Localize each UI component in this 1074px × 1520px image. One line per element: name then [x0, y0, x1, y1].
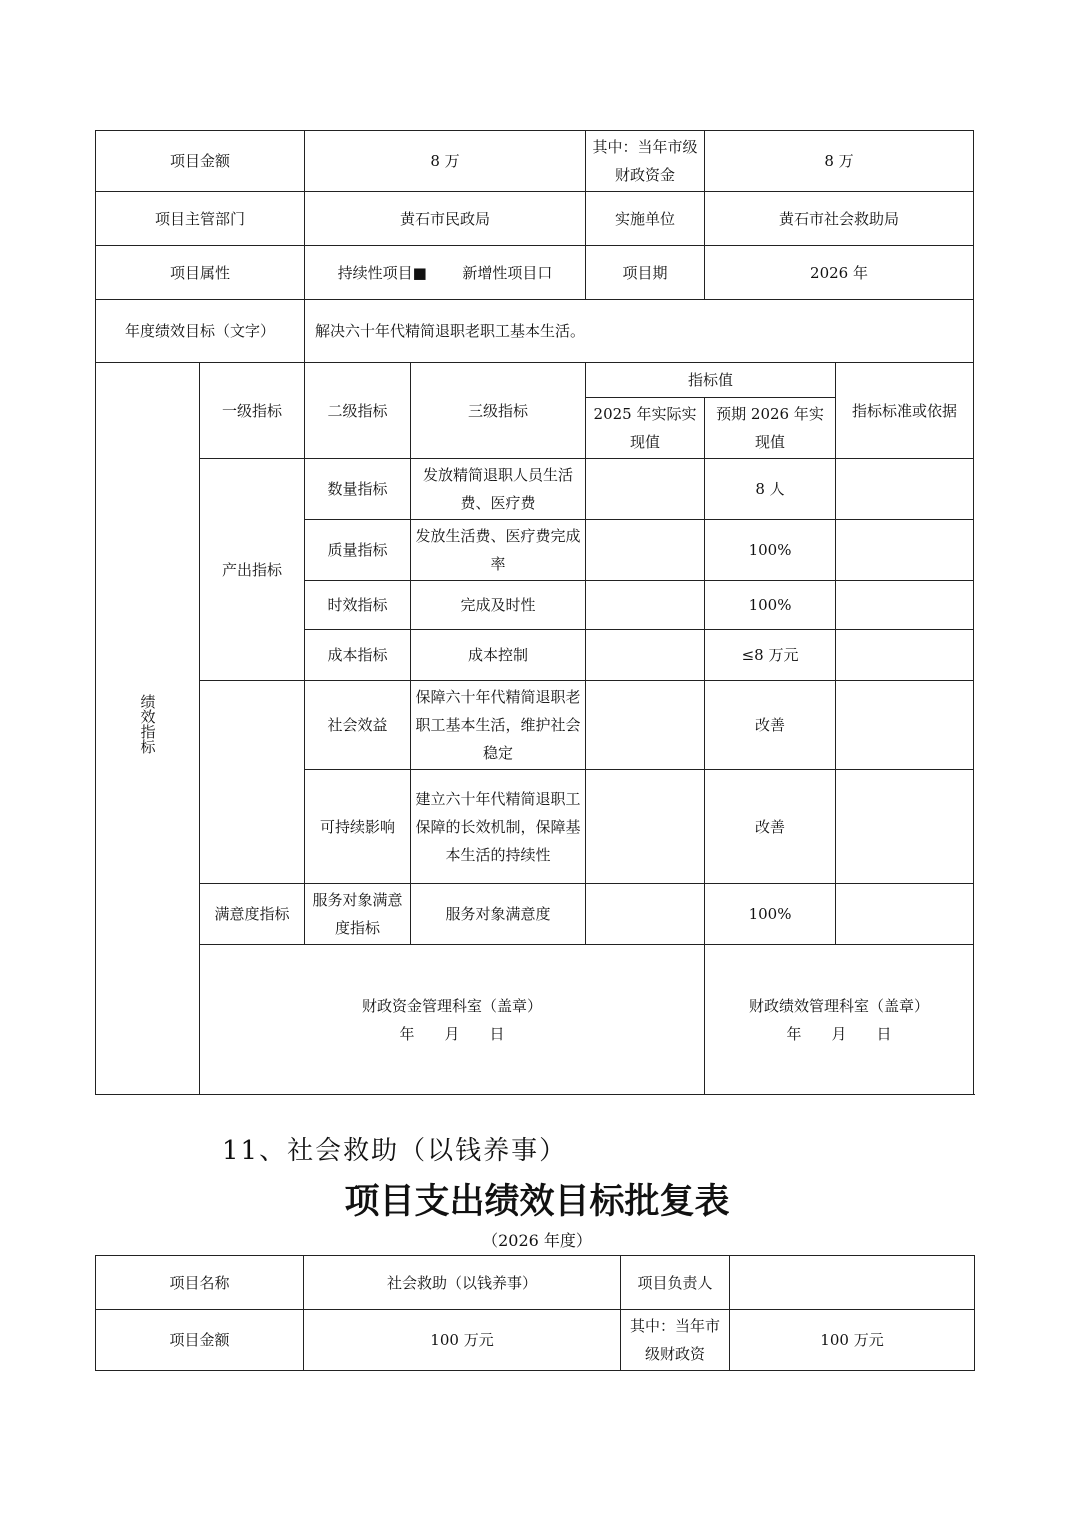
level3-cell: 保障六十年代精简退职老职工基本生活，维护社会稳定: [411, 681, 586, 770]
expected-cell: 100%: [705, 520, 836, 581]
level3-header: 三级指标: [411, 363, 586, 459]
basis-cell: [836, 681, 974, 770]
section-heading: 11、社会救助（以钱养事）: [222, 1136, 568, 1166]
expected-cell: 100%: [705, 884, 836, 945]
new-project-option: 新增性项目口: [462, 263, 553, 282]
actual-cell: [586, 681, 705, 770]
annual-goal-label: 年度绩效目标（文字）: [96, 300, 305, 363]
sub-funding-label: 其中：当年市级财政资: [621, 1310, 730, 1371]
performance-office-title: 财政绩效管理科室（盖章）: [749, 996, 930, 1015]
sub-funding-label: 其中：当年市级财政资金: [586, 131, 705, 192]
level2-cell: 时效指标: [305, 581, 411, 630]
basis-cell: [836, 520, 974, 581]
level2-cell: 社会效益: [305, 681, 411, 770]
table-row: [96, 884, 974, 945]
actual-cell: [586, 459, 705, 520]
period-label: 项目期: [586, 246, 705, 300]
level2-header: 二级指标: [305, 363, 411, 459]
impl-unit-value: 黄石市社会救助局: [705, 192, 974, 246]
basis-cell: [836, 459, 974, 520]
basis-cell: [836, 630, 974, 681]
output-indicator-label: 产出指标: [200, 459, 305, 681]
basis-cell: [836, 581, 974, 630]
project-name-value: 社会救助（以钱养事）: [304, 1256, 621, 1310]
actual-cell: [586, 520, 705, 581]
impl-unit-label: 实施单位: [586, 192, 705, 246]
actual-cell: [586, 770, 705, 884]
approval-table: [95, 1255, 975, 1371]
actual-2025-header: 2025 年实际实现值: [586, 398, 705, 459]
amount-value: 100 万元: [304, 1310, 621, 1371]
expected-cell: 100%: [705, 581, 836, 630]
dept-value: 黄石市民政局: [305, 192, 586, 246]
actual-cell: [586, 581, 705, 630]
level3-cell: 发放生活费、医疗费完成率: [411, 520, 586, 581]
project-owner-value: [730, 1256, 975, 1310]
table-row: [96, 459, 974, 520]
page-title: 项目支出绩效目标批复表: [344, 1181, 730, 1222]
value-group-header: 指标值: [586, 363, 836, 398]
indicators-group-label: 绩效指标: [96, 363, 200, 1095]
satisfaction-indicator-label: 满意度指标: [200, 884, 305, 945]
amount-label: 项目金额: [96, 1310, 304, 1371]
level3-cell: 发放精简退职人员生活费、医疗费: [411, 459, 586, 520]
attr-options: [305, 246, 586, 300]
table-row: [96, 681, 974, 770]
fund-office-date: 年 月 日: [399, 1024, 505, 1043]
level2-cell: 成本指标: [305, 630, 411, 681]
performance-office-stamp: [705, 945, 974, 1095]
period-value: 2026 年: [705, 246, 974, 300]
year-note: （2026 年度）: [482, 1231, 592, 1250]
level3-cell: 建立六十年代精简退职工保障的长效机制，保障基本生活的持续性: [411, 770, 586, 884]
project-name-label: 项目名称: [96, 1256, 304, 1310]
amount-value: 8 万: [305, 131, 586, 192]
continuous-project-option: 持续性项目■: [337, 263, 427, 282]
expected-cell: 改善: [705, 681, 836, 770]
level2-cell: 质量指标: [305, 520, 411, 581]
project-owner-label: 项目负责人: [621, 1256, 730, 1310]
expected-cell: ≤8 万元: [705, 630, 836, 681]
level2-cell: 数量指标: [305, 459, 411, 520]
annual-goal-value: 解决六十年代精简退职老职工基本生活。: [305, 300, 974, 363]
expected-cell: 8 人: [705, 459, 836, 520]
level3-cell: 成本控制: [411, 630, 586, 681]
actual-cell: [586, 630, 705, 681]
attr-label: 项目属性: [96, 246, 305, 300]
fund-office-title: 财政资金管理科室（盖章）: [362, 996, 543, 1015]
fund-office-stamp: [200, 945, 705, 1095]
level3-cell: 完成及时性: [411, 581, 586, 630]
level3-cell: 服务对象满意度: [411, 884, 586, 945]
effect-indicator-label: [200, 681, 305, 884]
actual-cell: [586, 884, 705, 945]
basis-header: 指标标准或依据: [836, 363, 974, 459]
basis-cell: [836, 770, 974, 884]
level2-cell: 服务对象满意度指标: [305, 884, 411, 945]
expected-2026-header: 预期 2026 年实现值: [705, 398, 836, 459]
dept-label: 项目主管部门: [96, 192, 305, 246]
performance-table: [95, 130, 974, 1095]
sub-funding-value: 100 万元: [730, 1310, 975, 1371]
sub-funding-value: 8 万: [705, 131, 974, 192]
basis-cell: [836, 884, 974, 945]
level1-header: 一级指标: [200, 363, 305, 459]
level2-cell: 可持续影响: [305, 770, 411, 884]
expected-cell: 改善: [705, 770, 836, 884]
performance-office-date: 年 月 日: [786, 1024, 892, 1043]
amount-label: 项目金额: [96, 131, 305, 192]
